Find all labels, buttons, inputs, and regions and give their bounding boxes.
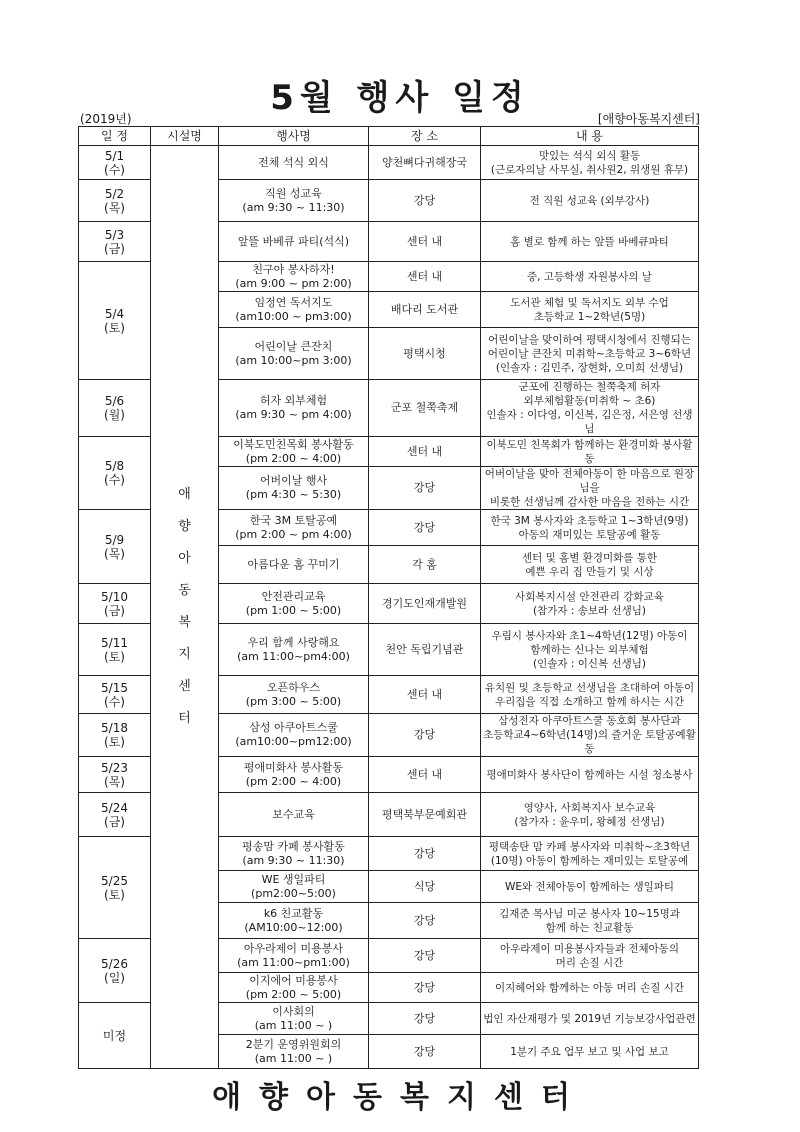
table-header-row xyxy=(79,127,699,146)
event-line: 이사회의 xyxy=(272,1004,315,1018)
content-line: 평애미화사 봉사단이 함께하는 시설 청소봉사 xyxy=(486,768,693,781)
event-line: (pm 2:00 ~ pm 4:00) xyxy=(235,527,352,541)
content-line: 이지헤어와 함께하는 아동 머리 손질 시간 xyxy=(494,981,685,994)
place-cell: 강당 xyxy=(369,1003,481,1035)
event-line: 전체 석식 외식 xyxy=(258,155,329,169)
place-cell: 강당 xyxy=(369,180,481,222)
date-cell xyxy=(79,510,151,584)
place-cell: 천안 독립기념관 xyxy=(369,624,481,676)
content-cell xyxy=(481,292,699,328)
event-line: 삼성 아쿠아트스쿨 xyxy=(249,721,338,734)
event-line: 한국 3M 토탈공예 xyxy=(249,513,338,527)
event-line: 평애미화사 봉사활동 xyxy=(243,760,344,774)
date-line: 5/26 xyxy=(101,956,128,971)
place-cell: 배다리 도서관 xyxy=(369,292,481,328)
content-line: WE와 전체아동이 함께하는 생일파티 xyxy=(504,880,675,893)
table-row xyxy=(79,146,699,180)
content-cell xyxy=(481,903,699,939)
date-line: (목) xyxy=(104,546,125,561)
content-cell xyxy=(481,1035,699,1069)
content-cell xyxy=(481,180,699,222)
place-cell: 강당 xyxy=(369,837,481,871)
content-line: (인솔자 : 이신복 선생님) xyxy=(532,657,647,670)
header-facility: 시설명 xyxy=(151,127,219,146)
date-cell xyxy=(79,180,151,222)
event-cell xyxy=(219,757,369,793)
event-line: (am 11:00 ~ ) xyxy=(254,1051,333,1065)
event-cell xyxy=(219,146,369,180)
date-line: 5/10 xyxy=(101,589,128,604)
content-cell xyxy=(481,624,699,676)
event-line: 허자 외부체험 xyxy=(259,394,328,407)
content-cell xyxy=(481,222,699,262)
content-line: 머리 손질 시간 xyxy=(555,956,624,969)
place-cell: 센터 내 xyxy=(369,757,481,793)
header-place: 장 소 xyxy=(369,127,481,146)
content-cell xyxy=(481,437,699,467)
content-line: 삼성전자 아쿠아트스쿨 동호회 봉사단과 xyxy=(498,715,681,727)
schedule-body xyxy=(79,146,699,1069)
content-line: 어버이날을 맞아 전체아동이 한 마음으로 원장님을 xyxy=(484,468,695,494)
event-cell xyxy=(219,871,369,903)
event-line: (AM10:00~12:00) xyxy=(244,920,343,934)
event-cell xyxy=(219,510,369,546)
header-date: 일 정 xyxy=(79,127,151,146)
date-line: (토) xyxy=(104,735,125,749)
content-line: 초등학교4~6학년(14명)의 즐거운 토탈공예활동 xyxy=(483,729,696,755)
date-line: 5/25 xyxy=(101,873,128,888)
event-line: (pm 2:00 ~ 5:00) xyxy=(245,987,342,1001)
facility-char: 애 xyxy=(178,487,191,502)
event-cell xyxy=(219,837,369,871)
date-line: (월) xyxy=(104,408,125,422)
footer-organization: 애향아동복지센터 xyxy=(212,1080,588,1115)
place-cell: 군포 철쭉축제 xyxy=(369,380,481,437)
facility-cell xyxy=(151,146,219,1069)
content-line: 아동의 재미있는 토탈공예 활동 xyxy=(518,528,661,541)
date-cell xyxy=(79,1003,151,1069)
content-cell xyxy=(481,467,699,510)
event-cell xyxy=(219,292,369,328)
date-cell xyxy=(79,837,151,939)
date-line: (금) xyxy=(104,241,125,256)
content-cell xyxy=(481,546,699,584)
event-cell xyxy=(219,180,369,222)
content-cell xyxy=(481,676,699,714)
place-cell: 경기도인재개발원 xyxy=(369,584,481,624)
event-line: WE 생일파티 xyxy=(261,872,326,886)
date-line: 5/6 xyxy=(104,394,125,408)
place-cell: 센터 내 xyxy=(369,437,481,467)
content-line: 사회복지시설 안전관리 강화교육 xyxy=(515,590,664,603)
event-cell xyxy=(219,262,369,292)
date-line: 5/24 xyxy=(101,800,128,815)
content-line: (인솔자 : 김민주, 장현화, 오미희 선생님) xyxy=(495,361,684,374)
event-line: 어린이날 큰잔치 xyxy=(254,339,333,353)
place-cell: 센터 내 xyxy=(369,676,481,714)
content-cell xyxy=(481,757,699,793)
place-cell: 센터 내 xyxy=(369,262,481,292)
content-cell xyxy=(481,262,699,292)
content-cell xyxy=(481,146,699,180)
event-cell xyxy=(219,584,369,624)
date-line: 미정 xyxy=(102,1028,127,1043)
content-cell xyxy=(481,939,699,973)
content-line: 전 직원 성교육 (외부강사) xyxy=(529,194,650,207)
year-label: (2019년) xyxy=(80,112,132,126)
content-cell xyxy=(481,328,699,380)
date-line: (수) xyxy=(104,694,125,709)
event-line: 이북도민친목회 봉사활동 xyxy=(233,437,354,451)
facility-char: 센 xyxy=(178,679,191,694)
event-cell xyxy=(219,328,369,380)
place-cell: 강당 xyxy=(369,903,481,939)
event-cell xyxy=(219,714,369,757)
place-cell: 평택북부문예회관 xyxy=(369,793,481,837)
place-cell: 평택시청 xyxy=(369,328,481,380)
date-line: 5/9 xyxy=(104,532,125,547)
date-cell xyxy=(79,624,151,676)
date-cell xyxy=(79,676,151,714)
event-line: (am 9:30 ~ 11:30) xyxy=(242,200,345,214)
content-line: 비롯한 선생님께 감사한 마음을 전하는 시간 xyxy=(489,496,690,508)
event-line: 평송맘 카페 봉사활동 xyxy=(242,839,345,853)
facility-char: 복 xyxy=(178,615,191,630)
content-line: 군포에 진행하는 철쭉축제 허자 xyxy=(518,381,661,393)
date-cell xyxy=(79,380,151,437)
event-line: 오픈하우스 xyxy=(266,680,321,694)
event-line: (am 10:00~pm 3:00) xyxy=(235,353,352,367)
content-line: 중, 고등학생 자원봉사의 날 xyxy=(527,270,652,283)
event-line: (am10:00 ~ pm3:00) xyxy=(235,309,352,323)
date-line: 5/18 xyxy=(101,721,128,735)
event-line: 이지에어 미용봉사 xyxy=(249,973,338,987)
event-cell xyxy=(219,939,369,973)
content-cell xyxy=(481,973,699,1003)
event-line: 직원 성교육 xyxy=(265,186,322,200)
content-line: 한국 3M 봉사자와 초등학교 1~3학년(9명) xyxy=(490,514,689,527)
date-cell xyxy=(79,793,151,837)
content-line: 예쁜 우리 집 만들기 및 시상 xyxy=(525,565,654,578)
content-cell xyxy=(481,380,699,437)
content-line: 센터 및 홈별 환경미화를 통한 xyxy=(521,551,658,564)
content-line: 인솔자 : 이다영, 이신복, 김은정, 서은영 선생님 xyxy=(486,409,693,435)
content-line: 평택송탄 맘 카페 봉사자와 미취학~초3학년 xyxy=(488,840,691,853)
date-line: 5/15 xyxy=(101,680,128,695)
content-line: 어린이날 큰잔치 미취학~초등학교 3~6학년 xyxy=(487,347,692,360)
event-line: 아우라제이 미용봉사 xyxy=(243,941,344,955)
content-line: 함께하는 신나는 외부체험 xyxy=(530,643,649,656)
date-cell xyxy=(79,262,151,380)
date-line: (금) xyxy=(104,603,125,618)
event-line: 안전관리교육 xyxy=(261,589,326,603)
content-line: (10명) 아동이 함께하는 재미있는 토탈공예 xyxy=(490,854,689,867)
place-cell: 양천뼈다귀해장국 xyxy=(369,146,481,180)
place-cell: 강당 xyxy=(369,510,481,546)
event-cell xyxy=(219,380,369,437)
event-line: (pm 3:00 ~ 5:00) xyxy=(245,694,342,708)
event-cell xyxy=(219,624,369,676)
content-cell xyxy=(481,793,699,837)
date-line: 5/11 xyxy=(101,635,128,650)
place-cell: 강당 xyxy=(369,939,481,973)
event-line: (am 9:30 ~ 11:30) xyxy=(242,853,345,867)
event-line: (am 11:00~pm1:00) xyxy=(237,955,350,969)
date-cell xyxy=(79,146,151,180)
organization-label: [애향아동복지센터] xyxy=(597,112,700,126)
content-line: 아우라제이 미용봉사자들과 전체아동의 xyxy=(499,942,680,955)
event-cell xyxy=(219,903,369,939)
facility-char: 동 xyxy=(178,583,191,598)
header-event: 행사명 xyxy=(219,127,369,146)
date-line: (토) xyxy=(104,649,125,664)
date-cell xyxy=(79,939,151,1003)
content-line: 1분기 주요 업무 보고 및 사업 보고 xyxy=(510,1045,669,1058)
event-line: (pm2:00~5:00) xyxy=(251,886,336,900)
content-line: 도서관 체험 및 독서지도 외부 수업 xyxy=(510,296,669,309)
place-cell: 강당 xyxy=(369,973,481,1003)
place-cell: 식당 xyxy=(369,871,481,903)
content-cell xyxy=(481,584,699,624)
event-line: 보수교육 xyxy=(272,807,315,821)
content-line: 홈 별로 함께 하는 앞뜰 바베큐파티 xyxy=(510,235,669,248)
content-line: 어린이날을 맞이하여 평택시청에서 진행되는 xyxy=(488,333,691,346)
content-cell xyxy=(481,837,699,871)
content-line: (근로자의날 사무실, 취사원2, 위생원 휴무) xyxy=(490,163,689,176)
content-line: (참가자 : 송보라 선생님) xyxy=(532,604,647,617)
event-line: (am 9:30 ~ pm 4:00) xyxy=(235,408,352,421)
content-line: 유치원 및 초등학교 선생님을 초대하여 아동이 xyxy=(484,681,695,694)
content-line: (참가자 : 윤우미, 왕혜정 선생님) xyxy=(514,815,665,828)
date-line: 5/2 xyxy=(104,186,125,201)
event-cell xyxy=(219,437,369,467)
date-line: 5/23 xyxy=(101,760,128,775)
event-cell xyxy=(219,676,369,714)
place-cell: 강당 xyxy=(369,714,481,757)
content-line: 이북도민 친목회가 함께하는 환경미화 봉사활동 xyxy=(486,438,693,465)
content-cell xyxy=(481,1003,699,1035)
place-cell: 각 홈 xyxy=(369,546,481,584)
content-line: 맛있는 석식 외식 활동 xyxy=(538,149,641,162)
event-cell xyxy=(219,973,369,1003)
page-title: 5월 행사 일정 xyxy=(270,78,530,118)
place-cell: 강당 xyxy=(369,467,481,510)
event-line: 임정연 독서지도 xyxy=(254,295,333,309)
date-line: (목) xyxy=(104,200,125,215)
event-cell xyxy=(219,1035,369,1069)
facility-char: 지 xyxy=(178,647,191,662)
facility-char: 터 xyxy=(178,711,191,726)
date-line: (토) xyxy=(104,320,125,335)
event-cell xyxy=(219,793,369,837)
content-cell xyxy=(481,714,699,757)
content-line: 우림시 봉사자와 초1~4학년(12명) 아동이 xyxy=(491,629,688,642)
event-line: 아름다운 홈 꾸미기 xyxy=(247,557,340,571)
event-line: k6 친교활동 xyxy=(263,906,324,920)
event-cell xyxy=(219,1003,369,1035)
content-line: 김재준 목사님 미군 봉사자 10~15명과 xyxy=(499,907,680,920)
event-line: 2분기 운영위원회의 xyxy=(245,1037,342,1051)
content-line: 우리집을 직접 소개하고 함께 하시는 시간 xyxy=(494,695,685,708)
date-line: (수) xyxy=(104,162,125,177)
event-line: (am 11:00 ~ ) xyxy=(254,1018,333,1032)
place-cell: 강당 xyxy=(369,1035,481,1069)
date-line: 5/4 xyxy=(104,306,125,321)
content-line: 영양사, 사회복지사 보수교육 xyxy=(523,801,656,814)
event-line: (pm 1:00 ~ 5:00) xyxy=(245,603,342,617)
content-line: 법인 자산재평가 및 2019년 기능보강사업관련 xyxy=(483,1012,696,1025)
content-line: 외부체험활동(미취학 ~ 초6) xyxy=(523,395,656,407)
content-line: 초등학교 1~2학년(5명) xyxy=(533,310,646,323)
date-cell xyxy=(79,222,151,262)
date-line: (목) xyxy=(104,774,125,789)
event-line: 친구야 봉사하자! xyxy=(252,262,335,276)
facility-char: 향 xyxy=(178,519,191,534)
date-line: (금) xyxy=(104,814,125,829)
event-cell xyxy=(219,546,369,584)
event-cell xyxy=(219,222,369,262)
event-line: 우리 함께 사랑해요 xyxy=(247,635,340,649)
date-cell xyxy=(79,437,151,510)
event-cell xyxy=(219,467,369,510)
date-line: (수) xyxy=(104,473,125,487)
date-cell xyxy=(79,714,151,757)
content-cell xyxy=(481,510,699,546)
date-line: (일) xyxy=(104,970,125,985)
date-line: 5/1 xyxy=(104,148,125,163)
date-cell xyxy=(79,757,151,793)
event-line: (pm 4:30 ~ 5:30) xyxy=(245,488,342,501)
date-line: 5/8 xyxy=(104,459,125,473)
facility-char: 아 xyxy=(178,551,191,566)
date-line: (토) xyxy=(104,887,125,902)
event-line: (pm 2:00 ~ 4:00) xyxy=(245,774,342,788)
event-line: (am 9:00 ~ pm 2:00) xyxy=(235,276,352,290)
event-line: 앞뜰 바베큐 파티(석식) xyxy=(237,234,350,248)
event-line: 어버이날 행사 xyxy=(259,474,328,487)
content-line: 함께 하는 친교활동 xyxy=(545,921,634,934)
event-line: (pm 2:00 ~ 4:00) xyxy=(245,451,342,465)
date-line: 5/3 xyxy=(104,227,125,242)
event-line: (am10:00~pm12:00) xyxy=(235,735,352,748)
content-cell xyxy=(481,871,699,903)
schedule-table xyxy=(78,126,699,1069)
event-line: (am 11:00~pm4:00) xyxy=(237,649,350,663)
date-cell xyxy=(79,584,151,624)
place-cell: 센터 내 xyxy=(369,222,481,262)
header-content: 내 용 xyxy=(481,127,699,146)
